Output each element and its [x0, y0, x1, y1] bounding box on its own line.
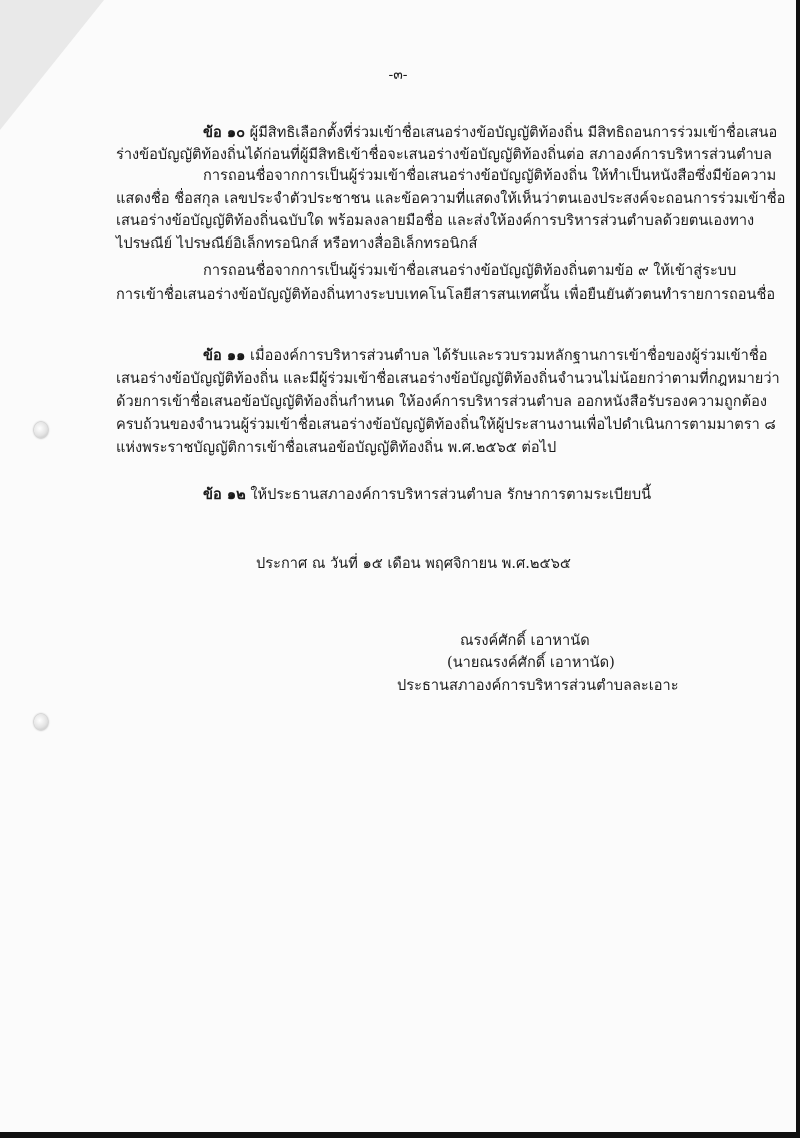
clause-11-line-4: ครบถ้วนของจำนวนผู้ร่วมเข้าชื่อเสนอร่างข้อบัญญัติท้องถิ่นให้ผู้ประสานงานเพื่อไปดำเนินการตามมาตรา ๘ — [116, 416, 776, 433]
clause-11-line-1: ข้อ ๑๑ เมื่อองค์การบริหารส่วนตำบล ได้รับและรวบรวมหลักฐานการเข้าชื่อของผู้ร่วมเข้าชื่อ — [203, 347, 768, 364]
signature-name: ณรงค์ศักดิ์ เอาหานัด — [460, 632, 590, 649]
clause-10-line-2: ร่างข้อบัญญัติท้องถิ่นได้ก่อนที่ผู้มีสิทธิเข้าชื่อจะเสนอร่างข้อบัญญัติท้องถิ่นต่อ สภาองค์การบริหารส่วนตำบล — [116, 146, 772, 163]
punch-hole-bottom — [34, 714, 48, 730]
signature-position: ประธานสภาองค์การบริหารส่วนตำบลละเอาะ — [397, 677, 679, 694]
clause-10-para2-line-3: เสนอร่างข้อบัญญัติท้องถิ่นฉบับใด พร้อมลงลายมือชื่อ และส่งให้องค์การบริหารส่วนตำบลด้วยตนเองทาง — [116, 212, 755, 229]
punch-hole-top — [34, 422, 48, 438]
clause-10-para2-line-1: การถอนชื่อจากการเป็นผู้ร่วมเข้าชื่อเสนอร่างข้อบัญญัติท้องถิ่น ให้ทำเป็นหนังสือซึ่งมีข้อความ — [203, 167, 777, 184]
clause-10-para3-line-1: การถอนชื่อจากการเป็นผู้ร่วมเข้าชื่อเสนอร่างข้อบัญญัติท้องถิ่นตามข้อ ๙ ให้เข้าสู่ระบบ — [203, 262, 737, 279]
clause-10-para2-line-2: แสดงชื่อ ชื่อสกุล เลขประจำตัวประชาชน และข้อความที่แสดงให้เห็นว่าตนเองประสงค์จะถอนการร่วมเข้าชื่อ — [116, 190, 786, 207]
clause-11-line-3: ด้วยการเข้าชื่อเสนอข้อบัญญัติท้องถิ่นกำหนด ให้องค์การบริหารส่วนตำบล ออกหนังสือรับรองความถูกต้อง — [116, 393, 767, 410]
clause-10-para2-line-4: ไปรษณีย์ ไปรษณีย์อิเล็กทรอนิกส์ หรือทางสื่ออิเล็กทรอนิกส์ — [116, 235, 478, 252]
clause-10-para3-line-2: การเข้าชื่อเสนอร่างข้อบัญญัติท้องถิ่นทางระบบเทคโนโลยีสารสนเทศนั้น เพื่อยืนยันตัวตนทำรายการถอนชื่อ — [116, 286, 776, 303]
page-number: -๓- — [388, 67, 408, 83]
clause-10-line-1: ข้อ ๑๐ ผู้มีสิทธิเลือกตั้งที่ร่วมเข้าชื่อเสนอร่างข้อบัญญัติท้องถิ่น มีสิทธิถอนการร่วมเข้าชื่อเสนอ — [203, 124, 778, 141]
signature-full-name: (นายณรงค์ศักดิ์ เอาหานัด) — [447, 654, 615, 671]
clause-12-line-1: ข้อ ๑๒ ให้ประธานสภาองค์การบริหารส่วนตำบล รักษาการตามระเบียบนี้ — [203, 486, 652, 503]
clause-11-line-2: เสนอร่างข้อบัญญัติท้องถิ่น และมีผู้ร่วมเข้าชื่อเสนอร่างข้อบัญญัติท้องถิ่นจำนวนไม่น้อยกว่าตามที่กฎหมายว่า — [116, 370, 780, 387]
clause-11-line-5: แห่งพระราชบัญญัติการเข้าชื่อเสนอข้อบัญญัติท้องถิ่น พ.ศ.๒๕๖๕ ต่อไป — [116, 439, 557, 456]
clause-12-heading: ข้อ ๑๒ — [203, 486, 246, 503]
clause-10-heading: ข้อ ๑๐ — [203, 124, 245, 141]
clause-11-heading: ข้อ ๑๑ — [203, 347, 246, 364]
announcement-date: ประกาศ ณ วันที่ ๑๕ เดือน พฤศจิกายน พ.ศ.๒๕๖๕ — [256, 555, 571, 572]
